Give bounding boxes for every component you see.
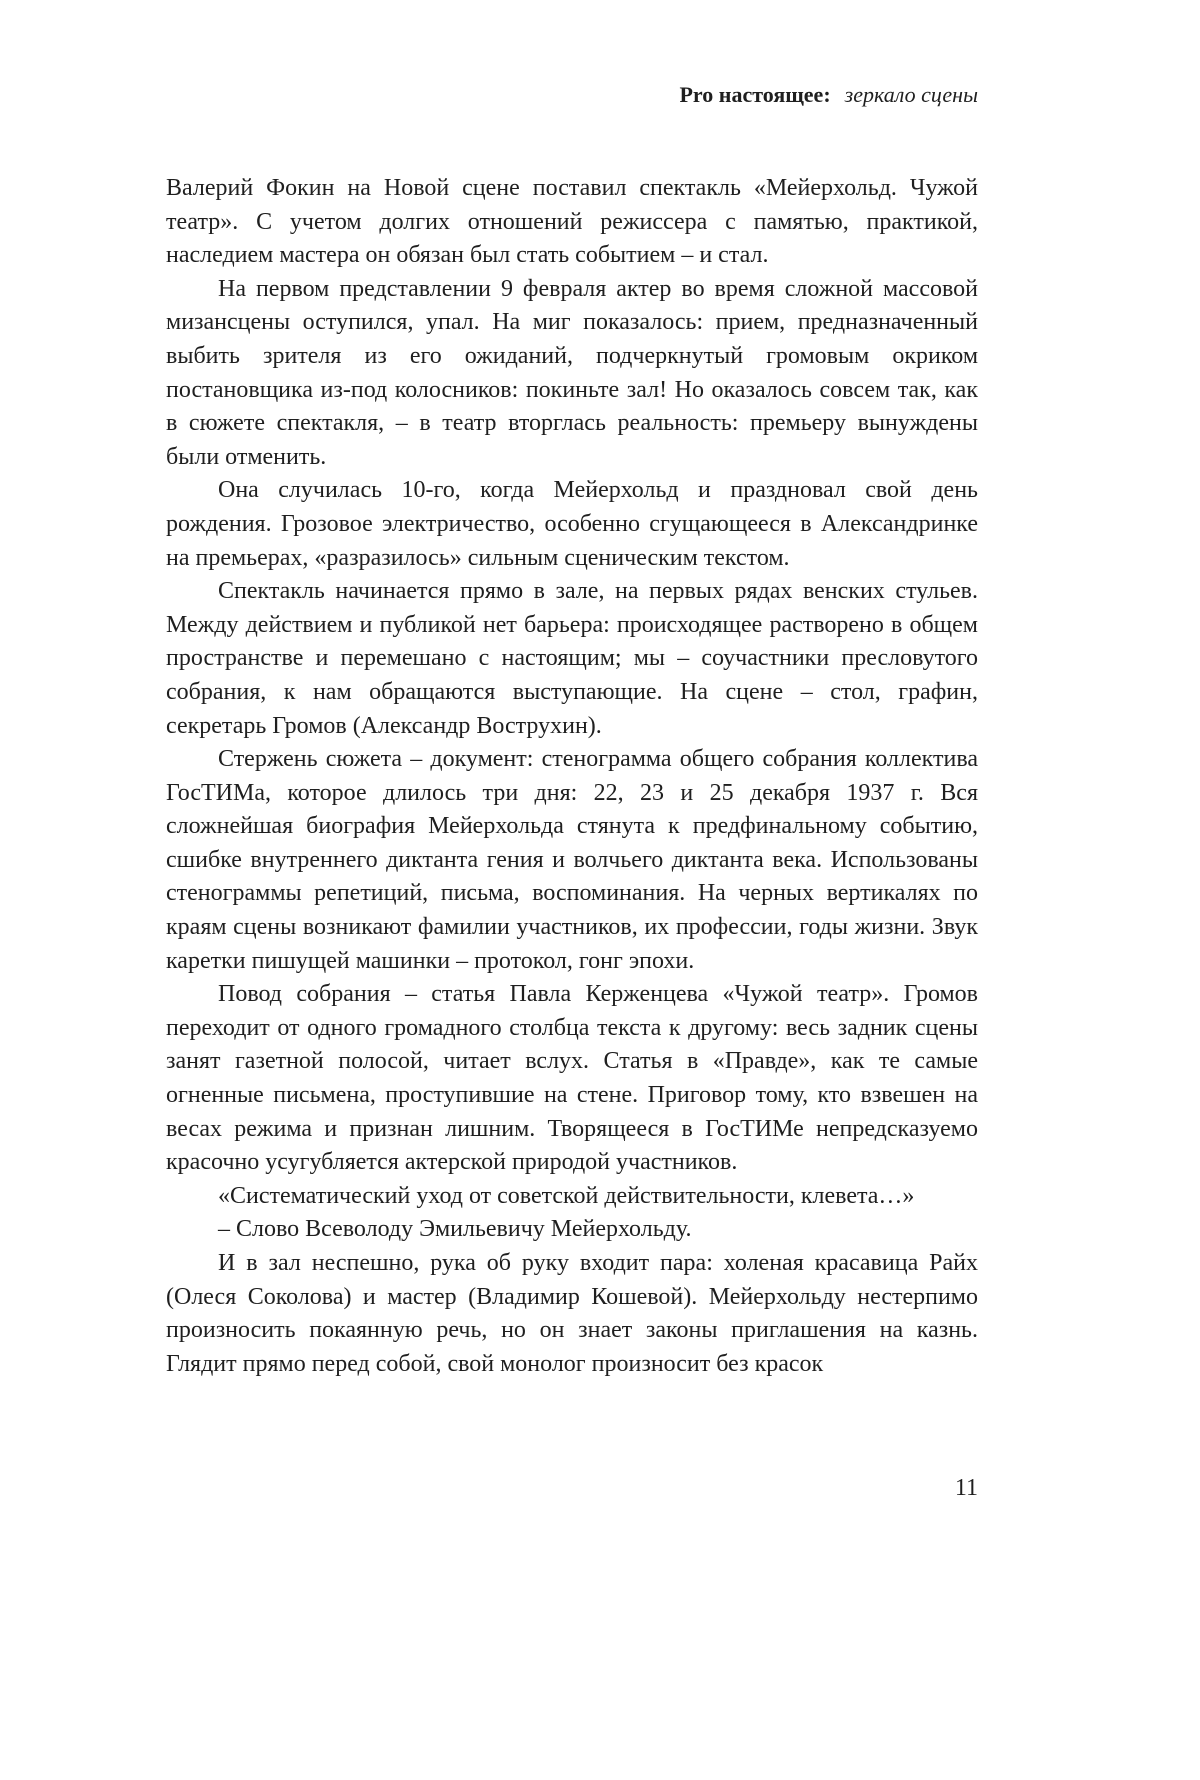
paragraph: Стержень сюжета – документ: стенограмма общего собрания коллектива ГосТИМа, которое длилось три дня: 22, 23 и 25 декабря 1937 г. Вся сложнейшая биография Мейерхольда стянута к предфинальному событию, сшибке внутреннего диктанта гения и волчьего диктанта века. Использованы стенограммы репетиций, письма, воспоминания. На черных вертикалях по краям сцены возникают фамилии участников, их профессии, годы жизни. Звук каретки пишущей машинки – протокол, гонг эпохи. xyxy=(166,746,978,974)
page-number: 11 xyxy=(954,1475,978,1501)
paragraph: «Систематический уход от советской действительности, клевета…» xyxy=(218,1182,915,1209)
header-section: зеркало сцены xyxy=(844,82,978,107)
paragraph: Она случилась 10-го, когда Мейерхольд и праздновал свой день рождения. Грозовое электричество, особенно сгущающееся в Александринке на премьерах, «разразилось» сильным сценическим текстом. xyxy=(166,477,978,571)
paragraph: – Слово Всеволоду Эмильевичу Мейерхольду. xyxy=(218,1216,692,1243)
paragraph: И в зал неспешно, рука об руку входит пара: холеная красавица Райх (Олеся Соколова) и мастер (Владимир Кошевой). Мейерхольду нестерпимо произносить покаянную речь, но он знает законы приглашения на казнь. Глядит прямо перед собой, свой монолог произносит без красок xyxy=(166,1250,978,1377)
paragraph: Повод собрания – статья Павла Керженцева «Чужой театр». Громов переходит от одного громадного столбца текста к другому: весь задник сцены занят газетной полосой, читает вслух. Статья в «Правде», как те самые огненные письмена, проступившие на стене. Приговор тому, кто взвешен на весах режима и признан лишним. Творящееся в ГосТИМе непредсказуемо красочно усугубляется актерской природой участников. xyxy=(166,981,978,1176)
header-rubric: Pro настоящее: xyxy=(679,82,831,107)
paragraph: Валерий Фокин на Новой сцене поставил спектакль «Мейерхольд. Чужой театр». С учетом долгих отношений режиссера с памятью, практикой, наследием мастера он обязан был стать событием – и стал. xyxy=(166,175,978,269)
running-header xyxy=(166,82,978,108)
page-body xyxy=(166,172,978,1381)
paragraph: Спектакль начинается прямо в зале, на первых рядах венских стульев. Между действием и публикой нет барьера: происходящее растворено в общем пространстве и перемешано с настоящим; мы – соучастники пресловутого собрания, к нам обращаются выступающие. На сцене – стол, графин, секретарь Громов (Александр Вострухин). xyxy=(166,578,978,739)
paragraph: На первом представлении 9 февраля актер во время сложной массовой мизансцены оступился, упал. На миг показалось: прием, предназначенный выбить зрителя из его ожиданий, подчеркнутый громовым окриком постановщика из-под колосников: покиньте зал! Но оказалось совсем так, как в сюжете спектакля, – в театр вторглась реальность: премьеру вынуждены были отменить. xyxy=(166,275,978,470)
